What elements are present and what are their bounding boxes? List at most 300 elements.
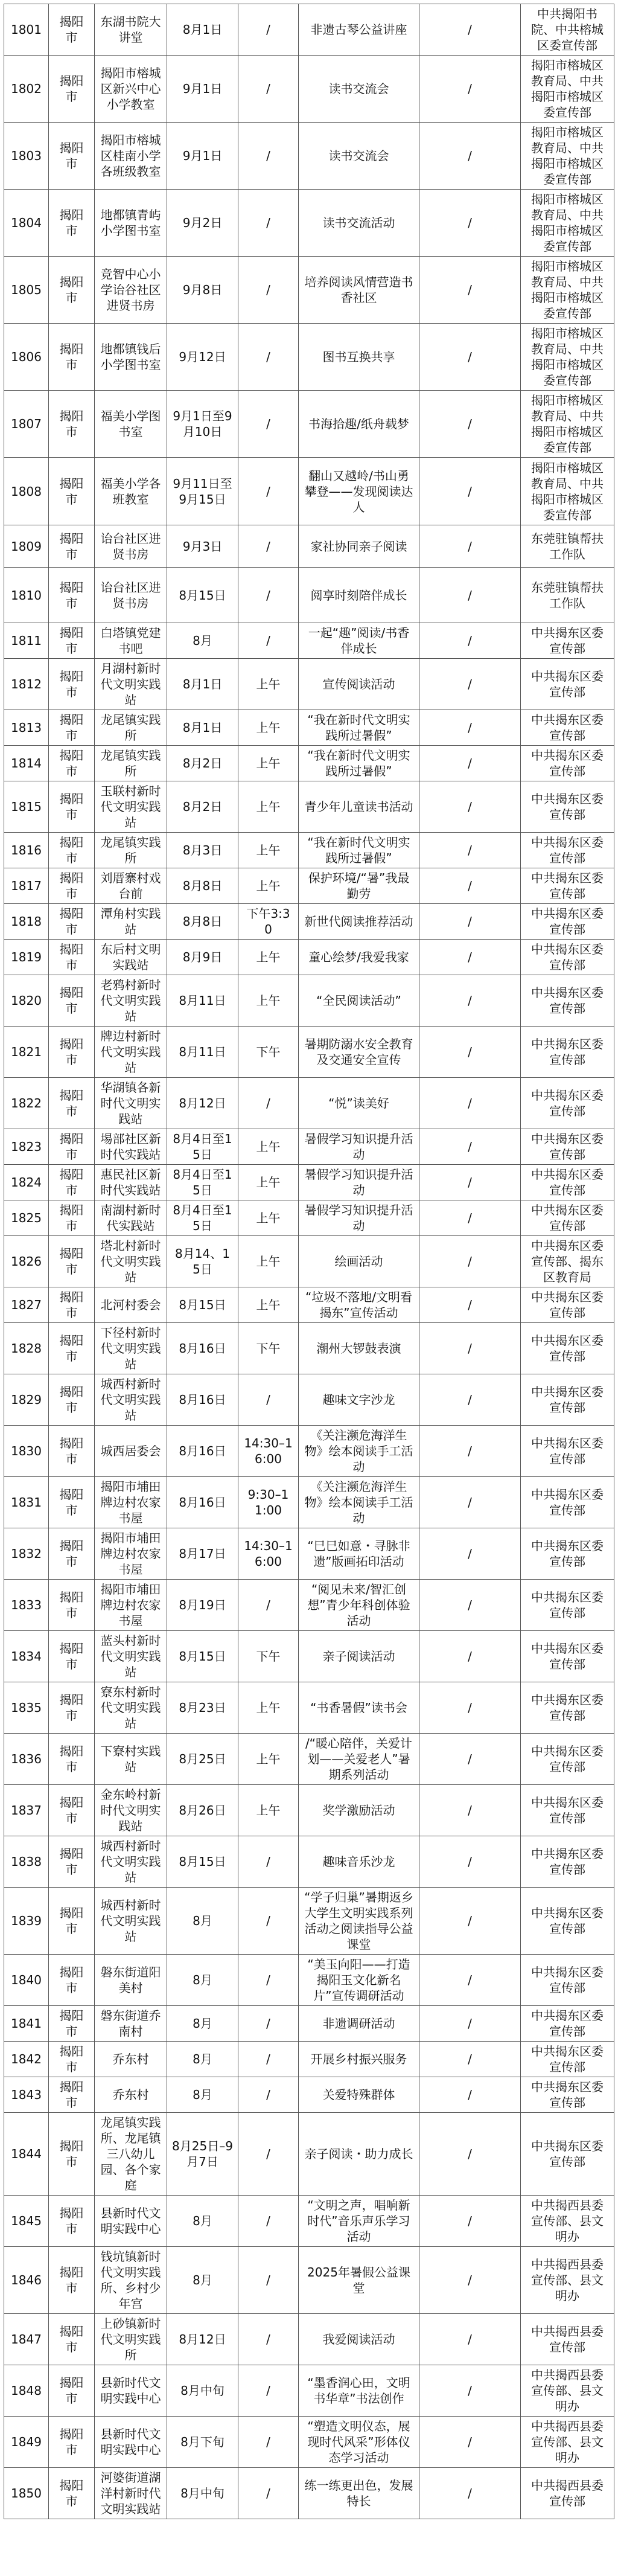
- cell-date: 8月4日至15日: [167, 1165, 238, 1200]
- cell-activity: 培养阅读风情营造书香社区: [299, 257, 419, 324]
- cell-extra: /: [419, 781, 521, 833]
- cell-extra: /: [419, 940, 521, 975]
- activity-table: [4, 4, 614, 2519]
- table-row: [4, 1426, 614, 1477]
- cell-number: 1826: [4, 1236, 49, 1287]
- cell-city: 揭阳市: [49, 2113, 95, 2196]
- cell-extra: /: [419, 2196, 521, 2247]
- cell-date: 8月12日: [167, 2314, 238, 2365]
- cell-venue: 钱坑镇新时代文明实践所、乡村少年宫: [95, 2247, 167, 2314]
- cell-venue: 华湖镇各新时代文明实践站: [95, 1078, 167, 1129]
- cell-number: 1844: [4, 2113, 49, 2196]
- cell-extra: /: [419, 1078, 521, 1129]
- cell-number: 1816: [4, 833, 49, 868]
- cell-activity: “文明之声，唱响新时代”音乐声乐学习活动: [299, 2196, 419, 2247]
- cell-activity: 读书交流会: [299, 56, 419, 123]
- cell-date: 9月1日至9月10日: [167, 391, 238, 458]
- cell-date: 8月1日: [167, 659, 238, 710]
- cell-venue: 城西村新时代文明实践站: [95, 1836, 167, 1888]
- cell-time: /: [238, 324, 299, 391]
- cell-venue: 城西居委会: [95, 1426, 167, 1477]
- cell-organizer: 中共揭西县委宣传部: [521, 2314, 614, 2365]
- cell-activity: “塑造文明仪态，展现时代风采”形体仪态学习活动: [299, 2417, 419, 2468]
- cell-extra: /: [419, 123, 521, 190]
- table-row: [4, 2006, 614, 2042]
- cell-extra: /: [419, 1836, 521, 1888]
- cell-extra: /: [419, 868, 521, 904]
- cell-activity: 非遗古琴公益讲座: [299, 4, 419, 56]
- cell-activity: 暑假学习知识提升活动: [299, 1200, 419, 1236]
- cell-date: 9月1日: [167, 56, 238, 123]
- table-row: [4, 781, 614, 833]
- cell-venue: 龙尾镇实践所: [95, 710, 167, 746]
- cell-organizer: 中共揭东区委宣传部: [521, 1078, 614, 1129]
- cell-organizer: 揭阳市榕城区教育局、中共揭阳市榕城区委宣传部: [521, 391, 614, 458]
- cell-date: 8月15日: [167, 1631, 238, 1682]
- table-row: [4, 710, 614, 746]
- cell-organizer: 中共揭东区委宣传部: [521, 1129, 614, 1165]
- cell-city: 揭阳市: [49, 904, 95, 940]
- table-row: [4, 1287, 614, 1323]
- cell-activity: “我在新时代文明实践所过暑假”: [299, 746, 419, 781]
- cell-time: 下午3:30: [238, 904, 299, 940]
- cell-city: 揭阳市: [49, 1323, 95, 1374]
- cell-date: 8月16日: [167, 1323, 238, 1374]
- cell-organizer: 中共揭东区委宣传部: [521, 710, 614, 746]
- cell-extra: /: [419, 4, 521, 56]
- cell-city: 揭阳市: [49, 2468, 95, 2519]
- cell-city: 揭阳市: [49, 940, 95, 975]
- cell-venue: 城西村新时代文明实践站: [95, 1374, 167, 1426]
- cell-activity: 翻山又越岭/书山勇攀登——发现阅读达人: [299, 458, 419, 525]
- cell-extra: /: [419, 2006, 521, 2042]
- cell-venue: 地都镇青屿小学图书室: [95, 190, 167, 257]
- table-row: [4, 1129, 614, 1165]
- cell-extra: /: [419, 2365, 521, 2417]
- cell-venue: 乔东村: [95, 2042, 167, 2077]
- cell-extra: /: [419, 2077, 521, 2113]
- table-row: [4, 1785, 614, 1836]
- cell-city: 揭阳市: [49, 2314, 95, 2365]
- cell-date: 8月9日: [167, 940, 238, 975]
- cell-activity: 亲子阅读・助力成长: [299, 2113, 419, 2196]
- cell-organizer: 中共揭东区委宣传部: [521, 1888, 614, 1955]
- cell-venue: 惠民社区新时代实践站: [95, 1165, 167, 1200]
- cell-venue: 竞智中心小学诒谷社区进贤书房: [95, 257, 167, 324]
- cell-city: 揭阳市: [49, 1027, 95, 1078]
- cell-venue: 城西村新时代文明实践站: [95, 1888, 167, 1955]
- table-row: [4, 2365, 614, 2417]
- cell-organizer: 中共揭东区委宣传部: [521, 623, 614, 659]
- cell-number: 1812: [4, 659, 49, 710]
- cell-venue: 潭角村实践站: [95, 904, 167, 940]
- cell-city: 揭阳市: [49, 458, 95, 525]
- cell-number: 1818: [4, 904, 49, 940]
- cell-time: /: [238, 2077, 299, 2113]
- cell-number: 1825: [4, 1200, 49, 1236]
- table-row: [4, 1580, 614, 1631]
- cell-activity: 《关注濒危海洋生物》绘本阅读手工活动: [299, 1426, 419, 1477]
- cell-time: 上午: [238, 975, 299, 1027]
- cell-time: 14:30–16:00: [238, 1426, 299, 1477]
- cell-extra: /: [419, 257, 521, 324]
- cell-time: 上午: [238, 940, 299, 975]
- cell-organizer: 中共揭西县委宣传部、县文明办: [521, 2365, 614, 2417]
- cell-activity: 读书交流活动: [299, 190, 419, 257]
- cell-activity: 趣味文字沙龙: [299, 1374, 419, 1426]
- cell-organizer: 中共揭东区委宣传部: [521, 904, 614, 940]
- cell-date: 8月12日: [167, 1078, 238, 1129]
- cell-time: /: [238, 525, 299, 568]
- cell-date: 8月11日: [167, 975, 238, 1027]
- cell-number: 1810: [4, 568, 49, 623]
- cell-city: 揭阳市: [49, 1528, 95, 1580]
- cell-activity: 童心绘梦/我爱我家: [299, 940, 419, 975]
- cell-venue: 下寮村实践站: [95, 1734, 167, 1785]
- cell-date: 9月11日至9月15日: [167, 458, 238, 525]
- cell-city: 揭阳市: [49, 257, 95, 324]
- cell-organizer: 中共揭东区委宣传部: [521, 1477, 614, 1528]
- cell-number: 1845: [4, 2196, 49, 2247]
- table-row: [4, 568, 614, 623]
- table-row: [4, 868, 614, 904]
- table-row: [4, 1236, 614, 1287]
- cell-city: 揭阳市: [49, 1477, 95, 1528]
- cell-time: 9:30–11:00: [238, 1477, 299, 1528]
- cell-date: 8月26日: [167, 1785, 238, 1836]
- cell-number: 1827: [4, 1287, 49, 1323]
- cell-number: 1813: [4, 710, 49, 746]
- cell-activity: “学子归巢”暑期返乡大学生文明实践系列活动之阅读指导公益课堂: [299, 1888, 419, 1955]
- table-row: [4, 1955, 614, 2006]
- cell-number: 1838: [4, 1836, 49, 1888]
- cell-date: 8月25日–9月7日: [167, 2113, 238, 2196]
- cell-venue: 龙尾镇实践所: [95, 746, 167, 781]
- cell-date: 8月15日: [167, 1287, 238, 1323]
- cell-number: 1801: [4, 4, 49, 56]
- cell-extra: /: [419, 2314, 521, 2365]
- cell-number: 1839: [4, 1888, 49, 1955]
- cell-organizer: 中共揭东区委宣传部: [521, 868, 614, 904]
- cell-city: 揭阳市: [49, 746, 95, 781]
- cell-venue: 东后村文明实践站: [95, 940, 167, 975]
- cell-city: 揭阳市: [49, 623, 95, 659]
- cell-venue: 北河村委会: [95, 1287, 167, 1323]
- table-row: [4, 1734, 614, 1785]
- cell-venue: 磐东街道阳美村: [95, 1955, 167, 2006]
- cell-city: 揭阳市: [49, 123, 95, 190]
- table-row: [4, 746, 614, 781]
- cell-venue: 龙尾镇实践所: [95, 833, 167, 868]
- cell-time: /: [238, 2006, 299, 2042]
- cell-organizer: 中共揭东区委宣传部: [521, 1836, 614, 1888]
- cell-extra: /: [419, 1323, 521, 1374]
- cell-number: 1832: [4, 1528, 49, 1580]
- cell-time: 上午: [238, 1287, 299, 1323]
- table-row: [4, 2314, 614, 2365]
- cell-organizer: 中共揭东区委宣传部、揭东区教育局: [521, 1236, 614, 1287]
- cell-activity: 《关注濒危海洋生物》绘本阅读手工活动: [299, 1477, 419, 1528]
- cell-venue: 上砂镇新时代文明实践所: [95, 2314, 167, 2365]
- cell-activity: 潮州大锣鼓表演: [299, 1323, 419, 1374]
- table-row: [4, 458, 614, 525]
- cell-date: 8月中旬: [167, 2365, 238, 2417]
- cell-time: /: [238, 1374, 299, 1426]
- cell-extra: /: [419, 1888, 521, 1955]
- cell-date: 8月17日: [167, 1528, 238, 1580]
- cell-organizer: 中共揭东区委宣传部: [521, 1426, 614, 1477]
- cell-extra: /: [419, 1426, 521, 1477]
- cell-number: 1815: [4, 781, 49, 833]
- cell-organizer: 中共揭东区委宣传部: [521, 1734, 614, 1785]
- cell-date: 8月15日: [167, 1836, 238, 1888]
- cell-activity: “垃圾不落地/文明看揭东”宣传活动: [299, 1287, 419, 1323]
- cell-activity: 我爱阅读活动: [299, 2314, 419, 2365]
- cell-organizer: 中共揭东区委宣传部: [521, 2042, 614, 2077]
- cell-city: 揭阳市: [49, 1426, 95, 1477]
- cell-activity: 暑假学习知识提升活动: [299, 1165, 419, 1200]
- cell-extra: /: [419, 190, 521, 257]
- table-row: [4, 324, 614, 391]
- cell-organizer: 揭阳市榕城区教育局、中共揭阳市榕城区委宣传部: [521, 257, 614, 324]
- cell-activity: 读书交流会: [299, 123, 419, 190]
- cell-city: 揭阳市: [49, 1682, 95, 1734]
- cell-extra: /: [419, 904, 521, 940]
- cell-time: 上午: [238, 710, 299, 746]
- cell-number: 1807: [4, 391, 49, 458]
- cell-time: /: [238, 568, 299, 623]
- cell-venue: 揭阳市榕城区桂南小学各班级教室: [95, 123, 167, 190]
- cell-time: /: [238, 2314, 299, 2365]
- table-row: [4, 1477, 614, 1528]
- cell-activity: 练一练更出色，发展特长: [299, 2468, 419, 2519]
- table-row: [4, 2417, 614, 2468]
- cell-date: 9月12日: [167, 324, 238, 391]
- cell-number: 1850: [4, 2468, 49, 2519]
- cell-extra: /: [419, 833, 521, 868]
- cell-activity: “墨香润心田，文明书华章”书法创作: [299, 2365, 419, 2417]
- cell-time: /: [238, 2468, 299, 2519]
- cell-date: 8月下旬: [167, 2417, 238, 2468]
- cell-organizer: 中共揭东区委宣传部: [521, 1528, 614, 1580]
- cell-extra: /: [419, 1734, 521, 1785]
- cell-city: 揭阳市: [49, 1287, 95, 1323]
- cell-organizer: 中共揭东区委宣传部: [521, 1785, 614, 1836]
- cell-extra: /: [419, 1374, 521, 1426]
- cell-organizer: 中共揭东区委宣传部: [521, 2113, 614, 2196]
- cell-number: 1819: [4, 940, 49, 975]
- cell-activity: 亲子阅读活动: [299, 1631, 419, 1682]
- cell-organizer: 中共揭东区委宣传部: [521, 1374, 614, 1426]
- cell-number: 1831: [4, 1477, 49, 1528]
- cell-organizer: 中共揭东区委宣传部: [521, 1200, 614, 1236]
- cell-time: /: [238, 1955, 299, 2006]
- cell-number: 1806: [4, 324, 49, 391]
- cell-date: 8月: [167, 2006, 238, 2042]
- cell-date: 8月: [167, 1888, 238, 1955]
- cell-organizer: 中共揭西县委宣传部、县文明办: [521, 2417, 614, 2468]
- table-row: [4, 56, 614, 123]
- cell-activity: 绘画活动: [299, 1236, 419, 1287]
- cell-activity: 趣味音乐沙龙: [299, 1836, 419, 1888]
- cell-number: 1824: [4, 1165, 49, 1200]
- cell-activity: 奖学激励活动: [299, 1785, 419, 1836]
- cell-organizer: 中共揭东区委宣传部: [521, 746, 614, 781]
- table-row: [4, 1323, 614, 1374]
- cell-date: 8月2日: [167, 781, 238, 833]
- cell-time: /: [238, 1836, 299, 1888]
- cell-extra: /: [419, 1955, 521, 2006]
- cell-city: 揭阳市: [49, 710, 95, 746]
- cell-extra: /: [419, 1027, 521, 1078]
- cell-organizer: 中共揭东区委宣传部: [521, 2077, 614, 2113]
- cell-extra: /: [419, 1236, 521, 1287]
- cell-venue: 埸部社区新时代实践站: [95, 1129, 167, 1165]
- table-row: [4, 659, 614, 710]
- cell-number: 1821: [4, 1027, 49, 1078]
- cell-time: /: [238, 56, 299, 123]
- cell-date: 8月: [167, 2196, 238, 2247]
- cell-extra: /: [419, 746, 521, 781]
- cell-city: 揭阳市: [49, 1165, 95, 1200]
- cell-time: 上午: [238, 781, 299, 833]
- cell-venue: 南湖村新时代实践站: [95, 1200, 167, 1236]
- cell-venue: 下径村新时代文明实践站: [95, 1323, 167, 1374]
- cell-activity: “我在新时代文明实践所过暑假”: [299, 710, 419, 746]
- table-row: [4, 1078, 614, 1129]
- cell-date: 8月4日至15日: [167, 1129, 238, 1165]
- cell-time: 上午: [238, 659, 299, 710]
- cell-number: 1823: [4, 1129, 49, 1165]
- cell-date: 9月3日: [167, 525, 238, 568]
- cell-number: 1847: [4, 2314, 49, 2365]
- cell-venue: 揭阳市埔田牌边村农家书屋: [95, 1580, 167, 1631]
- cell-city: 揭阳市: [49, 659, 95, 710]
- cell-venue: 揭阳市榕城区新兴中心小学教室: [95, 56, 167, 123]
- cell-city: 揭阳市: [49, 324, 95, 391]
- cell-extra: /: [419, 1287, 521, 1323]
- cell-activity: “我在新时代文明实践所过暑假”: [299, 833, 419, 868]
- cell-time: /: [238, 1078, 299, 1129]
- cell-number: 1842: [4, 2042, 49, 2077]
- table-row: [4, 1027, 614, 1078]
- cell-organizer: 中共揭东区委宣传部: [521, 940, 614, 975]
- table-row: [4, 123, 614, 190]
- cell-number: 1802: [4, 56, 49, 123]
- cell-number: 1829: [4, 1374, 49, 1426]
- cell-venue: 磐东街道乔南村: [95, 2006, 167, 2042]
- cell-city: 揭阳市: [49, 1888, 95, 1955]
- cell-organizer: 中共揭东区委宣传部: [521, 1955, 614, 2006]
- cell-organizer: 中共揭东区委宣传部: [521, 1682, 614, 1734]
- cell-city: 揭阳市: [49, 1955, 95, 2006]
- cell-city: 揭阳市: [49, 2196, 95, 2247]
- cell-organizer: 中共揭西县委宣传部、县文明办: [521, 2247, 614, 2314]
- cell-date: 8月: [167, 2247, 238, 2314]
- cell-extra: /: [419, 710, 521, 746]
- cell-time: /: [238, 190, 299, 257]
- cell-city: 揭阳市: [49, 1785, 95, 1836]
- cell-city: 揭阳市: [49, 2042, 95, 2077]
- cell-time: 上午: [238, 1200, 299, 1236]
- cell-city: 揭阳市: [49, 56, 95, 123]
- cell-date: 8月16日: [167, 1426, 238, 1477]
- cell-city: 揭阳市: [49, 1200, 95, 1236]
- cell-date: 9月2日: [167, 190, 238, 257]
- cell-organizer: 揭阳市榕城区教育局、中共揭阳市榕城区委宣传部: [521, 123, 614, 190]
- cell-activity: “巳巳如意・寻脉非遗”版画拓印活动: [299, 1528, 419, 1580]
- cell-city: 揭阳市: [49, 568, 95, 623]
- cell-extra: /: [419, 1200, 521, 1236]
- cell-venue: 玉联村新时代文明实践站: [95, 781, 167, 833]
- cell-venue: 县新时代文明实践中心: [95, 2365, 167, 2417]
- cell-time: /: [238, 458, 299, 525]
- cell-time: 上午: [238, 1236, 299, 1287]
- cell-time: /: [238, 2247, 299, 2314]
- cell-extra: /: [419, 2247, 521, 2314]
- cell-city: 揭阳市: [49, 1836, 95, 1888]
- cell-organizer: 揭阳市榕城区教育局、中共揭阳市榕城区委宣传部: [521, 190, 614, 257]
- cell-extra: /: [419, 975, 521, 1027]
- cell-activity: 书海拾趣/纸舟载梦: [299, 391, 419, 458]
- cell-activity: “悦”读美好: [299, 1078, 419, 1129]
- cell-date: 8月1日: [167, 4, 238, 56]
- cell-organizer: 中共揭东区委宣传部: [521, 833, 614, 868]
- cell-time: /: [238, 2113, 299, 2196]
- cell-venue: 福美小学各班教室: [95, 458, 167, 525]
- cell-date: 9月1日: [167, 123, 238, 190]
- table-row: [4, 2247, 614, 2314]
- cell-time: /: [238, 1580, 299, 1631]
- cell-time: 14:30–16:00: [238, 1528, 299, 1580]
- cell-organizer: 揭阳市榕城区教育局、中共揭阳市榕城区委宣传部: [521, 324, 614, 391]
- cell-organizer: 中共揭东区委宣传部: [521, 781, 614, 833]
- cell-activity: 关爱特殊群体: [299, 2077, 419, 2113]
- cell-date: 8月: [167, 2077, 238, 2113]
- cell-extra: /: [419, 1528, 521, 1580]
- cell-date: 8月23日: [167, 1682, 238, 1734]
- cell-activity: 家社协同亲子阅读: [299, 525, 419, 568]
- cell-venue: 寮东村新时代文明实践站: [95, 1682, 167, 1734]
- table-row: [4, 1165, 614, 1200]
- table-row: [4, 2077, 614, 2113]
- cell-extra: /: [419, 1682, 521, 1734]
- cell-number: 1834: [4, 1631, 49, 1682]
- cell-extra: /: [419, 1477, 521, 1528]
- table-row: [4, 1631, 614, 1682]
- cell-extra: /: [419, 458, 521, 525]
- cell-city: 揭阳市: [49, 2417, 95, 2468]
- cell-date: 8月19日: [167, 1580, 238, 1631]
- cell-time: /: [238, 1888, 299, 1955]
- cell-number: 1840: [4, 1955, 49, 2006]
- cell-time: 下午: [238, 1027, 299, 1078]
- cell-time: 上午: [238, 868, 299, 904]
- cell-extra: /: [419, 659, 521, 710]
- cell-city: 揭阳市: [49, 1129, 95, 1165]
- cell-organizer: 中共揭西县委宣传部: [521, 2468, 614, 2519]
- cell-date: 8月: [167, 2042, 238, 2077]
- cell-city: 揭阳市: [49, 1236, 95, 1287]
- cell-organizer: 中共揭东区委宣传部: [521, 1580, 614, 1631]
- cell-venue: 龙尾镇实践所、龙尾镇三八幼儿园、各个家庭: [95, 2113, 167, 2196]
- cell-city: 揭阳市: [49, 833, 95, 868]
- cell-city: 揭阳市: [49, 1078, 95, 1129]
- cell-activity: “全民阅读活动”: [299, 975, 419, 1027]
- table-row: [4, 190, 614, 257]
- cell-city: 揭阳市: [49, 525, 95, 568]
- cell-time: /: [238, 391, 299, 458]
